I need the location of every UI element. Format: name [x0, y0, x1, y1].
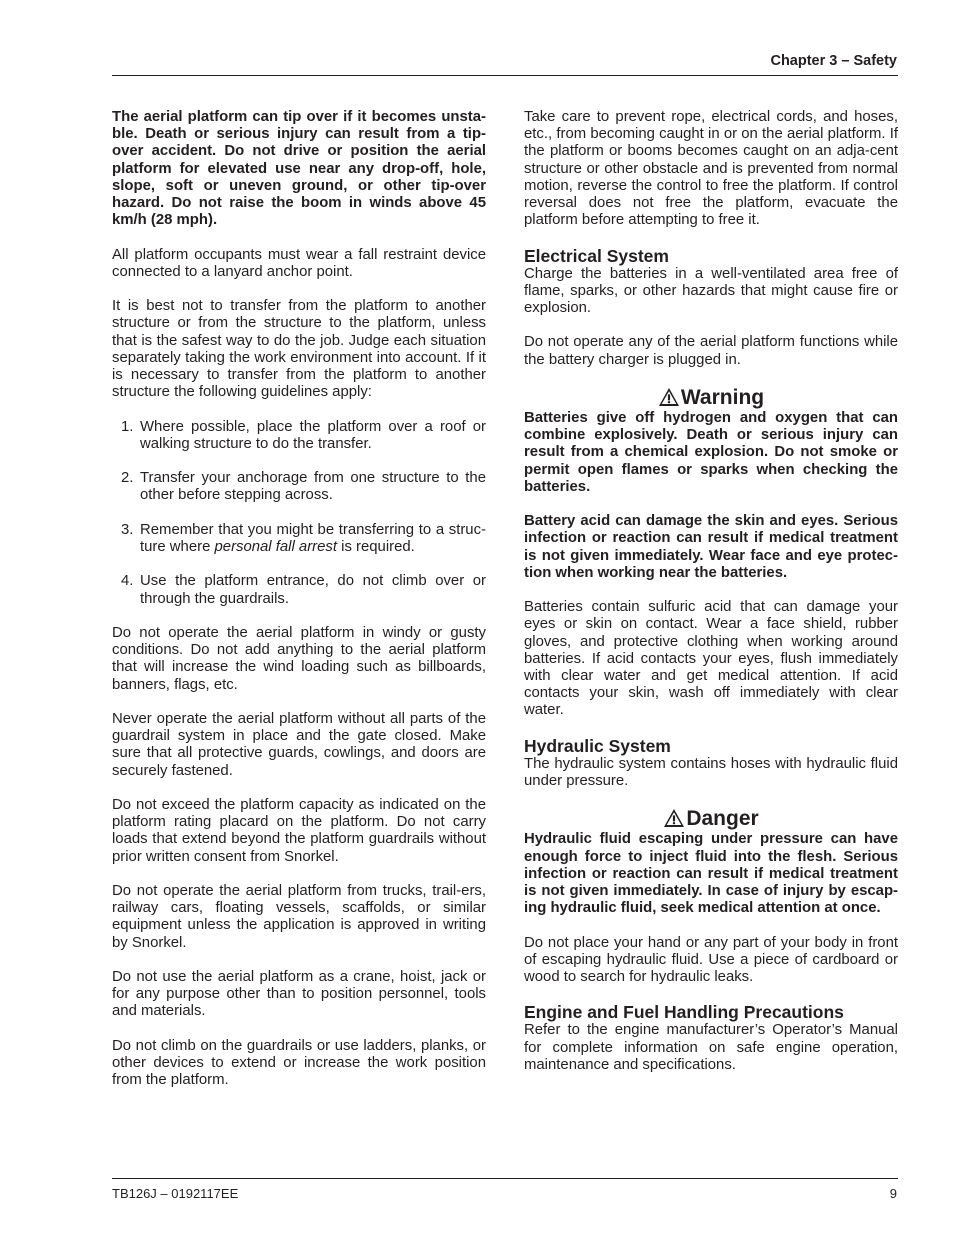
capacity-paragraph: Do not exceed the platform capacity as indicated on the platform rating placard on the platform. Do not carry loads that extend beyond the platform guardrails without prior written consent from Snorkel.: [112, 796, 486, 865]
list-item: 3. Remember that you might be transferring to a struc-ture where personal fall arrest is required.: [121, 521, 486, 555]
page-number: 9: [889, 1186, 897, 1201]
header-rule: [112, 75, 898, 76]
hydraulic-system-heading: Hydraulic System: [524, 735, 671, 756]
warning-acid-text: Battery acid can damage the skin and eyes. Serious infection or reaction can result if medical treatment is not given immediately. Wear face and eye protec-tion when working near the batteries.: [524, 513, 898, 581]
warning-triangle-icon: [658, 387, 680, 407]
transfer-guidelines-list: [112, 419, 486, 608]
transfer-intro-paragraph: It is best not to transfer from the platform to another structure or from the structure to the platform, unless that is the safest way to do the job. Judge each situation separately taking the work environment into account. If it is necessary to transfer from the platform to another structure the following guidelines apply:: [112, 298, 486, 401]
guardrail-paragraph: Never operate the aerial platform without all parts of the guardrail system in place and the gate closed. Make sure that all protective guards, cowlings, and doors are securely fastened.: [112, 710, 486, 779]
engine-fuel-heading: Engine and Fuel Handling Precautions: [524, 1002, 844, 1023]
list-item: 4. Use the platform entrance, do not climb over or through the guardrails.: [121, 573, 486, 607]
hydraulic-hand-paragraph: Do not place your hand or any part of your body in front of escaping hydraulic fluid. Use a piece of cardboard or wood to search for hydraulic leaks.: [524, 934, 898, 986]
danger-triangle-icon: [663, 808, 685, 828]
list-item: 2. Transfer your anchorage from one structure to the other before stepping across.: [121, 470, 486, 504]
crane-paragraph: Do not use the aerial platform as a crane, hoist, jack or for any purpose other than to position personnel, tools and materials.: [112, 968, 486, 1020]
warning-label: Warning: [680, 386, 765, 409]
acid-info-paragraph: Batteries contain sulfuric acid that can damage your eyes or skin on contact. Wear a face shield, rubber gloves, and protective clothing when working around batteries. If acid contacts your eyes, flush immediately with clear water and get medical attention. If acid contacts your skin, wash off immediately with clear water.: [524, 599, 898, 719]
engine-info-paragraph: Refer to the engine manufacturer’s Operator’s Manual for complete information on safe engine operation, maintenance and specifications.: [524, 1022, 898, 1073]
climb-paragraph: Do not climb on the guardrails or use ladders, planks, or other devices to extend or increase the work position from the platform.: [112, 1037, 486, 1089]
right-column: [524, 109, 898, 1091]
chapter-title: Chapter 3 – Safety: [770, 53, 897, 69]
electrical-system-heading: Electrical System: [524, 245, 669, 266]
warning-heading: [524, 386, 898, 410]
warning-hydrogen-text: Batteries give off hydrogen and oxygen that can combine explosively. Death or serious injury can result from a chemical explosion. Do not smoke or permit open flames or sparks when checking the batteries.: [524, 410, 898, 495]
list-item: 1. Where possible, place the platform over a roof or walking structure to do the transfer.: [121, 418, 486, 452]
document-id: TB126J – 0192117EE: [112, 1186, 239, 1201]
trucks-paragraph: Do not operate the aerial platform from trucks, trail-ers, railway cars, floating vessels, scaffolds, or similar equipment unless the application is approved in writing by Snorkel.: [112, 882, 486, 951]
danger-heading: [524, 807, 898, 831]
electrical-charger-paragraph: Do not operate any of the aerial platform functions while the battery charger is plugged in.: [524, 334, 898, 368]
rope-paragraph: Take care to prevent rope, electrical cords, and hoses, etc., from becoming caught in or on the aerial platform. If the platform or booms becomes caught on an adja-cent structure or other obstacle and is prevented from normal motion, reverse the control to free the platform. If control reversal does not free the platform, evacuate the platform before attempting to free it.: [524, 109, 898, 229]
electrical-charge-paragraph: Charge the batteries in a well-ventilated area free of flame, sparks, or other hazards that might cause fire or explosion.: [524, 265, 898, 317]
left-column: [112, 109, 486, 1107]
windy-paragraph: Do not operate the aerial platform in windy or gusty conditions. Do not add anything to the aerial platform that will increase the wind loading such as billboards, banners, flags, etc.: [112, 624, 486, 693]
danger-text: Hydraulic fluid escaping under pressure can have enough force to inject fluid into the flesh. Serious infection or reaction can result if medical treatment is not given immediately. In case of injury by escap-ing hydraulic fluid, seek medical attention at once.: [524, 831, 898, 917]
fall-restraint-paragraph: All platform occupants must wear a fall restraint device connected to a lanyard anchor point.: [112, 246, 486, 280]
hydraulic-info-paragraph: The hydraulic system contains hoses with hydraulic fluid under pressure.: [524, 755, 898, 790]
footer-rule: [112, 1178, 898, 1179]
danger-label: Danger: [686, 807, 759, 831]
tip-over-warning: The aerial platform can tip over if it becomes unsta-ble. Death or serious injury can result from a tip-over accident. Do not drive or position the aerial platform for elevated use near any drop-off, hole, slope, soft or uneven ground, or other tip-over hazard. Do not raise the boom in winds above 45 km/h (28 mph).: [112, 109, 486, 229]
